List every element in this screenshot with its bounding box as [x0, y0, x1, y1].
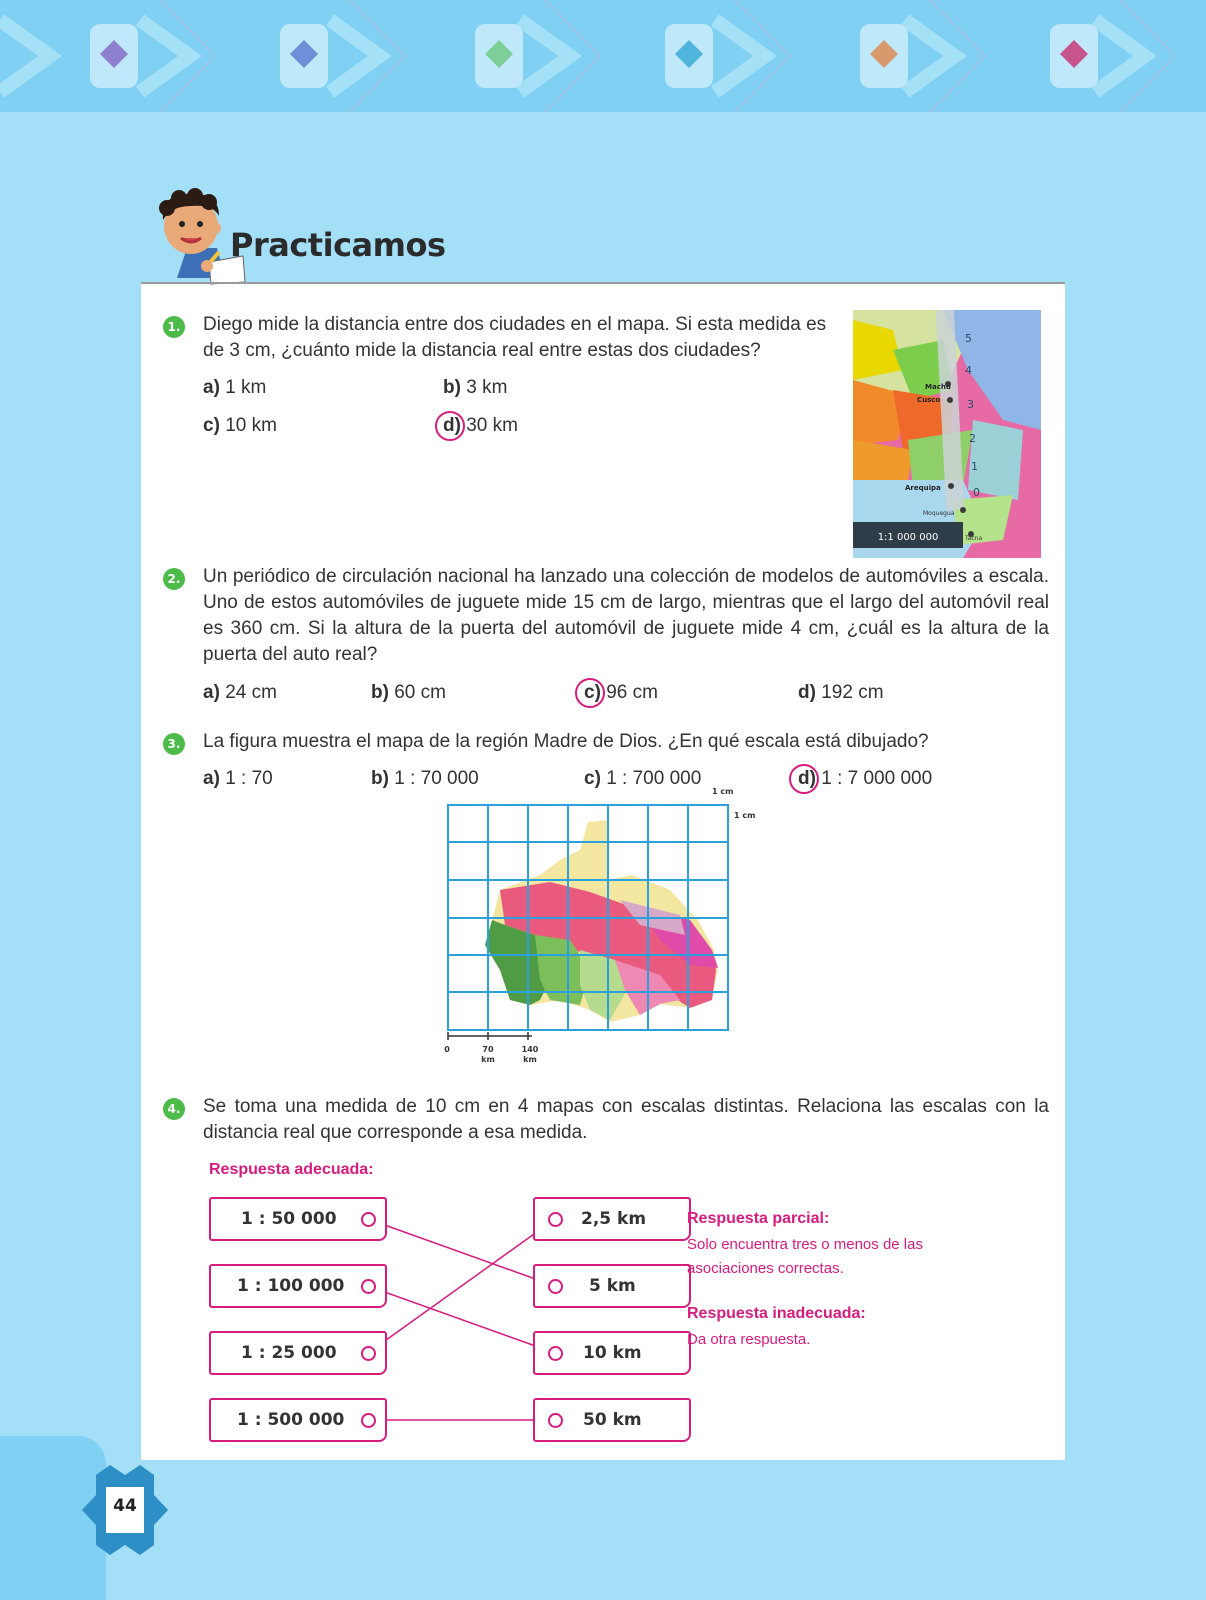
distance-label: 50 km: [583, 1410, 642, 1430]
q1-answer-circle: [435, 411, 465, 441]
decorative-banner: [0, 0, 1206, 112]
option-letter: b): [371, 682, 389, 703]
peru-south-map: [853, 310, 1041, 558]
question-1-text: Diego mide la distancia entre dos ciudades en el mapa. Si esta medida es de 3 cm, ¿cuánto mide la distancia real entre estas dos ciudades?: [203, 314, 827, 361]
question-number-2: 2.: [163, 568, 185, 590]
ruler-mark: 4: [965, 364, 972, 377]
scale-box-2[interactable]: [209, 1264, 387, 1308]
scale-bar-zero: 0: [444, 1045, 450, 1054]
question-number-1: 1.: [163, 316, 185, 338]
scale-box-1[interactable]: [209, 1197, 387, 1241]
distance-box-1[interactable]: [533, 1197, 691, 1241]
option-value: 1 : 70 000: [394, 768, 479, 789]
scale-label: 1 : 100 000: [237, 1276, 345, 1296]
q2-option-a[interactable]: [203, 682, 277, 704]
connector-dot[interactable]: [548, 1212, 563, 1227]
distance-label: 5 km: [589, 1276, 636, 1296]
city-tacna: Tacna: [965, 535, 983, 542]
matching-exercise: [141, 1150, 1065, 1460]
connector-dot[interactable]: [548, 1413, 563, 1428]
question-number-4: 4.: [163, 1098, 185, 1120]
ruler-mark: 2: [969, 432, 976, 445]
scale-box-4[interactable]: [209, 1398, 387, 1442]
page-number: 44: [113, 1496, 137, 1516]
connector-dot[interactable]: [548, 1279, 563, 1294]
option-value: 1 : 7 000 000: [821, 768, 933, 789]
distance-box-3[interactable]: [533, 1331, 691, 1375]
option-value: 1 : 70: [225, 768, 273, 789]
option-letter: b): [371, 768, 389, 789]
grid-label-vertical: 1 cm: [734, 811, 756, 820]
city-cusco: Cusco: [917, 396, 941, 404]
page-title: Practicamos: [230, 226, 446, 264]
ruler-mark: 5: [965, 332, 972, 345]
distance-label: 2,5 km: [581, 1209, 647, 1229]
inadequate-answer-text: Da otra respuesta.: [687, 1331, 811, 1348]
scale-bar-unit: km: [523, 1055, 537, 1064]
option-letter: a): [203, 768, 220, 789]
option-value: 24 cm: [225, 682, 277, 703]
adequate-answer-label: Respuesta adecuada:: [209, 1161, 374, 1178]
option-value: 3 km: [466, 377, 508, 398]
scale-label: 1 : 25 000: [241, 1343, 337, 1363]
option-letter: a): [203, 377, 220, 398]
option-value: 1 km: [225, 377, 267, 398]
option-letter: c): [584, 768, 601, 789]
option-letter: c): [203, 415, 220, 436]
section-header: [141, 180, 1065, 284]
option-value: 192 cm: [821, 682, 884, 703]
city-machu: Machu: [925, 383, 951, 391]
scale-label: 1 : 500 000: [237, 1410, 345, 1430]
ruler-mark: 1: [971, 460, 978, 473]
q1-option-b[interactable]: [443, 377, 507, 399]
question-2-text: Un periódico de circulación nacional ha lanzado una colección de modelos de automóviles a escala. Uno de estos automóviles de juguete mide 15 cm de largo, mientras que el largo del automóvil real es 360 cm. Si la altura de la puerta del automóvil de juguete mide 4 cm, ¿cuál es la altura de la puerta del auto real?: [203, 566, 1049, 665]
connector-dot[interactable]: [361, 1212, 376, 1227]
q2-option-d[interactable]: [798, 682, 884, 704]
distance-label: 10 km: [583, 1343, 642, 1363]
ruler-mark: 0: [973, 486, 980, 499]
scale-bar-end: 140: [521, 1045, 539, 1054]
connector-dot[interactable]: [361, 1346, 376, 1361]
ruler-mark: 3: [967, 398, 974, 411]
question-4-text: Se toma una medida de 10 cm en 4 mapas con escalas distintas. Relaciona las escalas con la distancia real que corresponde a esa medida.: [203, 1096, 1049, 1143]
partial-answer-text-line1: Solo encuentra tres o menos de las: [687, 1236, 923, 1253]
option-letter: d): [798, 768, 816, 789]
connector-dot[interactable]: [361, 1413, 376, 1428]
madre-de-dios-map: [440, 787, 780, 1090]
option-value: 96 cm: [606, 682, 658, 703]
q3-option-c[interactable]: [584, 768, 701, 790]
map-scale-label: 1:1 000 000: [877, 532, 939, 543]
distance-box-2[interactable]: [533, 1264, 691, 1308]
question-number-3: 3.: [163, 733, 185, 755]
scale-box-3[interactable]: [209, 1331, 387, 1375]
option-letter: d): [798, 682, 816, 703]
q3-option-b[interactable]: [371, 768, 479, 790]
q3-answer-circle: [789, 764, 819, 794]
title-underline: [141, 282, 1065, 284]
connector-dot[interactable]: [548, 1346, 563, 1361]
city-moquegua: Moquegua: [923, 510, 955, 517]
partial-answer-title: Respuesta parcial:: [687, 1210, 830, 1227]
option-letter: a): [203, 682, 220, 703]
option-letter: d): [443, 415, 461, 436]
question-3-text: La figura muestra el mapa de la región Madre de Dios. ¿En qué escala está dibujado?: [203, 731, 929, 752]
option-letter: c): [584, 682, 601, 703]
inadequate-answer-title: Respuesta inadecuada:: [687, 1305, 866, 1322]
city-arequipa: Arequipa: [905, 484, 941, 492]
grid-label-horizontal: 1 cm: [712, 787, 734, 796]
option-value: 10 km: [225, 415, 277, 436]
q3-option-a[interactable]: [203, 768, 273, 790]
option-value: 1 : 700 000: [606, 768, 702, 789]
q2-option-b[interactable]: [371, 682, 446, 704]
scale-bar-unit: km: [481, 1055, 495, 1064]
q1-option-c[interactable]: [203, 415, 277, 437]
distance-box-4[interactable]: [533, 1398, 691, 1442]
partial-answer-text-line2: asociaciones correctas.: [687, 1260, 844, 1277]
option-value: 60 cm: [394, 682, 446, 703]
q2-answer-circle: [575, 678, 605, 708]
option-letter: b): [443, 377, 461, 398]
option-value: 30 km: [466, 415, 518, 436]
scale-label: 1 : 50 000: [241, 1209, 337, 1229]
q1-option-a[interactable]: [203, 377, 266, 399]
connector-dot[interactable]: [361, 1279, 376, 1294]
scale-bar-mid: 70: [482, 1045, 494, 1054]
